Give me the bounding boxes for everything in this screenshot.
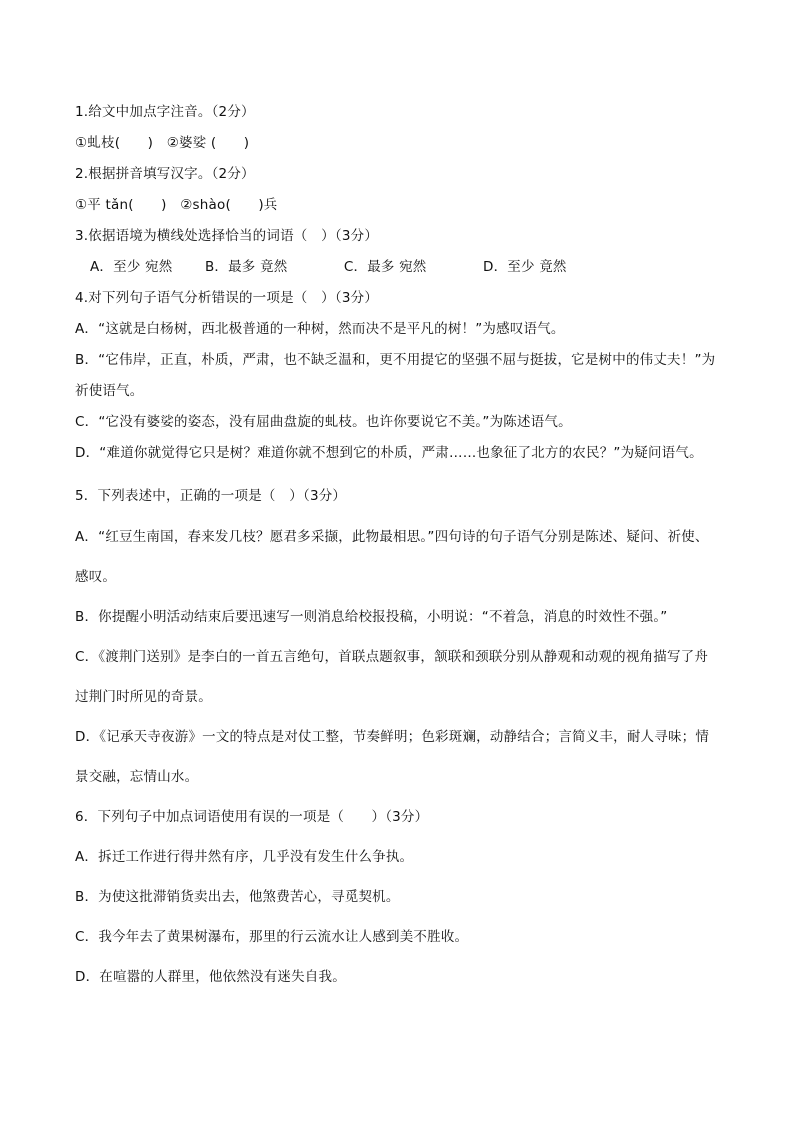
question-6-option-a: A．拆迁工作进行得井然有序，几乎没有发生什么争执。 [75, 849, 414, 865]
question-4-option-b-line1: B．“它伟岸，正直，朴质，严肃，也不缺乏温和，更不用提它的坚强不屈与挺拔，它是树中的伟丈夫！”为 [75, 352, 716, 368]
question-2-items: ①平 tǎn( ) ②shào( )兵 [75, 197, 278, 213]
question-4-option-b-line2: 祈使语气。 [75, 383, 144, 399]
question-5-option-a-line1: A．“红豆生南国，春来发几枝？愿君多采撷，此物最相思。”四句诗的句子语气分别是陈述、疑问、祈使、 [75, 529, 709, 545]
option-c: C．最多 宛然 [343, 259, 427, 275]
question-3: 3.依据语境为横线处选择恰当的词语（ ）（3分） [75, 228, 379, 244]
option-b: B．最多 竟然 [204, 259, 288, 275]
option-a: A．至少 宛然 [90, 259, 173, 275]
question-4-option-c: C．“它没有婆娑的姿态，没有屈曲盘旋的虬枝。也许你要说它不美。”为陈述语气。 [75, 414, 572, 430]
question-5-option-b: B．你提醒小明活动结束后要迅速写一则消息给校报投稿，小明说：“不着急，消息的时效性不强。” [75, 609, 668, 625]
question-6: 6．下列句子中加点词语使用有误的一项是（ ）（3分） [75, 809, 429, 825]
question-6-option-c: C．我今年去了黄果树瀑布，那里的行云流水让人感到美不胜收。 [75, 929, 469, 945]
question-3-options [90, 258, 740, 276]
question-4: 4.对下列句子语气分析错误的一项是（ ）（3分） [75, 290, 379, 306]
question-6-option-d: D．在喧嚣的人群里，他依然没有迷失自我。 [75, 969, 346, 985]
question-2: 2.根据拼音填写汉字。（2分） [75, 166, 255, 182]
question-5: 5．下列表述中，正确的一项是（ ）（3分） [75, 488, 347, 504]
question-6-option-b: B．为使这批滞销货卖出去，他煞费苦心，寻觅契机。 [75, 889, 400, 905]
question-1: 1.给文中加点字注音。（2分） [75, 104, 255, 120]
question-5-option-c-line1: C．《渡荆门送别》是李白的一首五言绝句，首联点题叙事，颔联和颈联分别从静观和动观的视角描写了舟 [75, 649, 709, 665]
question-5-option-a-line2: 感叹。 [75, 569, 117, 585]
question-5-option-d-line2: 景交融，忘情山水。 [75, 769, 199, 785]
question-1-items: ①虬枝( ) ②婆娑 ( ) [75, 135, 250, 151]
question-4-option-a: A．“这就是白杨树，西北极普通的一种树，然而决不是平凡的树！”为感叹语气。 [75, 321, 565, 337]
question-5-option-d-line1: D．《记承天寺夜游》一文的特点是对仗工整，节奏鲜明；色彩斑斓，动静结合；言简义丰，耐人寻味；情 [75, 729, 710, 745]
option-d: D．至少 竟然 [483, 259, 567, 275]
question-5-option-c-line2: 过荆门时所见的奇景。 [75, 689, 212, 705]
question-4-option-d: D．“难道你就觉得它只是树？难道你就不想到它的朴质，严肃……也象征了北方的农民？”为疑问语气。 [75, 445, 703, 461]
